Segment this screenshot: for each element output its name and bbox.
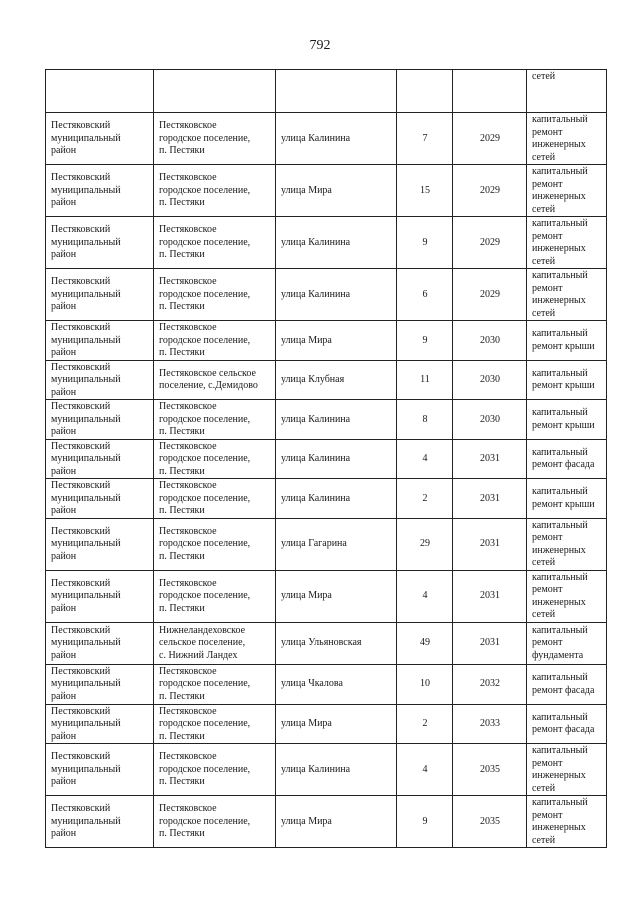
settlement-cell: [154, 570, 276, 622]
settlement-cell-line: Пестяковское: [159, 665, 217, 677]
street-cell: улица Калинина: [276, 744, 397, 796]
settlement-cell-line: городское поселение,: [159, 763, 251, 775]
work-type-cell-line: ремонт: [532, 757, 563, 769]
work-type-cell-line: ремонт: [532, 584, 563, 595]
work-type-cell-line: капитальный: [532, 672, 588, 683]
year-cell: 2031: [453, 439, 527, 479]
work-type-cell-line: капитальный: [532, 711, 588, 723]
table-row: [46, 664, 607, 704]
work-type-cell: [527, 518, 607, 570]
settlement-cell-line: п. Пестяки: [159, 465, 205, 477]
work-type-cell-line: фундамента: [532, 649, 584, 661]
house-number-cell: 29: [397, 518, 453, 570]
district-cell-line: Пестяковский: [51, 803, 111, 815]
district-cell-line: район: [51, 426, 77, 437]
settlement-cell-line: п. Пестяки: [159, 776, 205, 788]
settlement-cell-line: городское поселение,: [159, 413, 251, 425]
district-cell-line: район: [51, 602, 77, 614]
district-cell: [46, 217, 154, 269]
table-row: [46, 622, 607, 664]
work-type-cell: [527, 744, 607, 796]
settlement-cell-line: п. Пестяки: [159, 347, 205, 358]
district-cell-line: муниципальный: [51, 590, 121, 602]
work-type-cell-line: ремонт крыши: [532, 380, 595, 392]
work-type-cell-line: капитальный: [532, 446, 588, 458]
district-cell-line: Пестяковский: [51, 361, 111, 373]
district-cell-line: муниципальный: [51, 492, 121, 504]
district-cell-line: Пестяковский: [51, 276, 111, 288]
district-cell-line: район: [51, 386, 77, 398]
district-cell-line: Пестяковский: [51, 322, 111, 333]
settlement-cell-line: городское поселение,: [159, 236, 251, 248]
table-row: [46, 744, 607, 796]
district-cell-line: муниципальный: [51, 538, 121, 550]
work-type-cell: [527, 400, 607, 440]
district-cell-line: Пестяковский: [51, 525, 111, 537]
settlement-cell-line: п. Пестяки: [159, 249, 205, 261]
house-number-cell: 2: [397, 704, 453, 744]
settlement-cell-line: Пестяковское сельское: [159, 367, 256, 379]
settlement-cell-line: городское поселение,: [159, 718, 251, 729]
table-row: [46, 113, 607, 165]
work-type-cell: [527, 570, 607, 622]
settlement-cell-line: п. Пестяки: [159, 426, 205, 437]
table-row: [46, 570, 607, 622]
settlement-cell-line: Пестяковское: [159, 224, 217, 236]
district-cell: [46, 360, 154, 400]
work-type-cell-line: капитальный: [532, 624, 588, 636]
district-cell-line: муниципальный: [51, 413, 121, 425]
settlement-cell-line: Пестяковское: [159, 401, 217, 412]
street-cell: улица Мира: [276, 165, 397, 217]
house-number-cell: 8: [397, 400, 453, 440]
house-number-cell: 4: [397, 570, 453, 622]
settlement-cell-line: Пестяковское: [159, 480, 217, 491]
district-cell-line: район: [51, 828, 77, 840]
work-type-cell-line: инженерных: [532, 243, 586, 254]
table-row: [46, 479, 607, 519]
year-cell: 2032: [453, 664, 527, 704]
year-cell: 2030: [453, 321, 527, 361]
work-type-cell: [527, 113, 607, 165]
house-number-cell: 6: [397, 269, 453, 321]
work-type-cell-line: ремонт: [532, 809, 563, 821]
table-row: [46, 269, 607, 321]
settlement-cell-line: Нижнеландеховское: [159, 624, 246, 636]
work-type-cell-line: инженерных: [532, 544, 586, 556]
work-type-cell-line: сетей: [532, 307, 556, 319]
district-cell: [46, 165, 154, 217]
settlement-cell-line: городское поселение,: [159, 453, 251, 464]
work-type-cell: [527, 360, 607, 400]
work-type-cell-line: ремонт фасада: [532, 684, 595, 696]
settlement-cell-line: городское поселение,: [159, 132, 251, 144]
district-cell-line: муниципальный: [51, 334, 121, 346]
settlement-cell-line: п. Пестяки: [159, 550, 205, 562]
house-number-cell: 4: [397, 744, 453, 796]
work-type-cell-line: капитальный: [532, 407, 588, 419]
settlement-cell: [154, 744, 276, 796]
house-number-cell: 4: [397, 439, 453, 479]
work-type-cell-line: ремонт: [532, 532, 563, 543]
street-cell: улица Калинина: [276, 439, 397, 479]
table-body: [46, 70, 607, 848]
settlement-cell-line: городское поселение,: [159, 288, 251, 300]
district-cell: [46, 269, 154, 321]
district-cell-line: Пестяковский: [51, 224, 111, 236]
work-type-cell: [527, 321, 607, 361]
table-row: [46, 518, 607, 570]
settlement-cell: [154, 479, 276, 519]
house-number-cell: 15: [397, 165, 453, 217]
work-type-cell-line: ремонт крыши: [532, 340, 595, 352]
district-cell-line: район: [51, 465, 77, 477]
district-cell-line: район: [51, 505, 77, 516]
settlement-cell: [154, 217, 276, 269]
work-type-cell: [527, 664, 607, 704]
work-type-cell-line: капитальный: [532, 571, 588, 583]
work-type-cell-line: капитальный: [532, 270, 588, 281]
settlement-cell-line: Пестяковское: [159, 803, 217, 815]
district-cell-line: муниципальный: [51, 374, 121, 385]
work-type-cell-line: капитальный: [532, 166, 588, 177]
work-type-cell-line: капитальный: [532, 797, 588, 808]
work-type-cell-line: инженерных: [532, 822, 586, 833]
table-row: [46, 796, 607, 848]
year-cell: 2035: [453, 744, 527, 796]
year-cell: 2029: [453, 113, 527, 165]
district-cell: [46, 744, 154, 796]
work-type-cell-line: сетей: [532, 609, 556, 620]
house-number-cell: 11: [397, 360, 453, 400]
house-number-cell: 9: [397, 217, 453, 269]
settlement-cell-line: городское поселение,: [159, 334, 251, 346]
district-cell-line: район: [51, 550, 77, 562]
settlement-cell-line: Пестяковское: [159, 440, 217, 452]
work-type-cell-line: ремонт: [532, 230, 563, 242]
work-type-cell-line: сетей: [532, 782, 556, 794]
district-cell: [46, 439, 154, 479]
work-type-cell-line: инженерных: [532, 596, 586, 608]
settlement-cell: [154, 518, 276, 570]
year-cell: 2031: [453, 479, 527, 519]
street-cell: улица Калинина: [276, 400, 397, 440]
settlement-cell-line: п. Пестяки: [159, 197, 205, 209]
table-row: [46, 165, 607, 217]
work-type-cell-line: ремонт крыши: [532, 419, 595, 431]
settlement-cell: [154, 113, 276, 165]
year-cell: 2033: [453, 704, 527, 744]
work-type-cell: [527, 269, 607, 321]
work-type-cell: [527, 70, 607, 113]
settlement-cell-line: сельское поселение,: [159, 637, 246, 649]
street-cell: улица Мира: [276, 796, 397, 848]
house-number-cell: 9: [397, 796, 453, 848]
street-cell: улица Калинина: [276, 113, 397, 165]
settlement-cell-line: Пестяковское: [159, 705, 217, 717]
work-type-cell-line: капитальный: [532, 745, 588, 756]
settlement-cell-line: Пестяковское: [159, 577, 217, 589]
settlement-cell-line: Пестяковское: [159, 120, 217, 132]
street-cell: улица Гагарина: [276, 518, 397, 570]
district-cell: [46, 70, 154, 113]
settlement-cell-line: п. Пестяки: [159, 828, 205, 840]
settlement-cell: [154, 269, 276, 321]
district-cell: [46, 400, 154, 440]
street-cell: улица Мира: [276, 321, 397, 361]
work-type-cell-line: ремонт крыши: [532, 498, 595, 510]
street-cell: улица Мира: [276, 570, 397, 622]
district-cell-line: район: [51, 730, 77, 742]
settlement-cell-line: Пестяковское: [159, 751, 217, 763]
district-cell-line: район: [51, 301, 77, 313]
settlement-cell-line: с. Нижний Ландех: [159, 649, 238, 661]
district-cell-line: муниципальный: [51, 184, 121, 196]
settlement-cell-line: п. Пестяки: [159, 145, 205, 157]
work-type-cell: [527, 479, 607, 519]
year-cell: 2031: [453, 518, 527, 570]
settlement-cell-line: п. Пестяки: [159, 505, 205, 516]
settlement-cell-line: п. Пестяки: [159, 690, 205, 702]
district-cell-line: Пестяковский: [51, 120, 111, 132]
street-cell: улица Клубная: [276, 360, 397, 400]
work-type-cell-line: инженерных: [532, 191, 586, 202]
street-cell: улица Калинина: [276, 479, 397, 519]
district-cell: [46, 664, 154, 704]
district-cell-line: Пестяковский: [51, 751, 111, 763]
district-cell: [46, 479, 154, 519]
work-type-cell-line: ремонт фасада: [532, 724, 595, 736]
district-cell: [46, 113, 154, 165]
work-type-cell-line: капитальный: [532, 114, 588, 125]
work-type-cell-line: сетей: [532, 557, 556, 568]
district-cell-line: Пестяковский: [51, 172, 111, 184]
district-cell-line: Пестяковский: [51, 440, 111, 452]
house-number-cell: 2: [397, 479, 453, 519]
house-number-cell: [397, 70, 453, 113]
house-number-cell: 9: [397, 321, 453, 361]
settlement-cell: [154, 70, 276, 113]
settlement-cell-line: Пестяковское: [159, 276, 217, 288]
district-cell-line: район: [51, 145, 77, 157]
year-cell: [453, 70, 527, 113]
settlement-cell-line: п. Пестяки: [159, 301, 205, 313]
work-type-cell-line: капитальный: [532, 519, 588, 531]
district-cell-line: Пестяковский: [51, 624, 111, 636]
settlement-cell-line: п. Пестяки: [159, 602, 205, 614]
district-cell-line: муниципальный: [51, 132, 121, 144]
work-type-cell-line: ремонт: [532, 178, 563, 190]
district-cell-line: Пестяковский: [51, 705, 111, 717]
work-type-cell-line: сетей: [532, 71, 556, 82]
district-cell: [46, 518, 154, 570]
table-row: [46, 704, 607, 744]
work-type-cell-line: сетей: [532, 834, 556, 846]
settlement-cell-line: Пестяковское: [159, 172, 217, 184]
district-cell: [46, 321, 154, 361]
work-type-cell-line: инженерных: [532, 770, 586, 781]
page-number: 792: [309, 38, 331, 53]
table-row: [46, 70, 607, 113]
settlement-cell: [154, 165, 276, 217]
street-cell: улица Калинина: [276, 217, 397, 269]
settlement-cell-line: городское поселение,: [159, 815, 251, 827]
settlement-cell-line: городское поселение,: [159, 590, 251, 602]
district-cell-line: муниципальный: [51, 637, 121, 649]
work-type-cell-line: ремонт: [532, 126, 563, 138]
work-type-cell: [527, 796, 607, 848]
settlement-cell: [154, 439, 276, 479]
year-cell: 2029: [453, 217, 527, 269]
work-type-cell: [527, 704, 607, 744]
settlement-cell-line: Пестяковское: [159, 525, 217, 537]
table-row: [46, 400, 607, 440]
district-cell-line: район: [51, 197, 77, 209]
work-type-cell-line: сетей: [532, 203, 556, 215]
district-cell-line: Пестяковский: [51, 577, 111, 589]
district-cell-line: район: [51, 649, 77, 661]
table-row: [46, 217, 607, 269]
year-cell: 2031: [453, 622, 527, 664]
street-cell: улица Чкалова: [276, 664, 397, 704]
district-cell-line: район: [51, 347, 77, 358]
settlement-cell: [154, 321, 276, 361]
work-type-cell-line: ремонт: [532, 282, 563, 294]
year-cell: 2030: [453, 400, 527, 440]
work-type-cell-line: капитальный: [532, 328, 588, 340]
work-type-cell: [527, 217, 607, 269]
street-cell: улица Ульяновская: [276, 622, 397, 664]
work-type-cell-line: сетей: [532, 151, 556, 163]
street-cell: улица Мира: [276, 704, 397, 744]
table-row: [46, 360, 607, 400]
work-type-cell-line: капитальный: [532, 367, 588, 379]
table-row: [46, 321, 607, 361]
work-type-cell: [527, 439, 607, 479]
district-cell-line: район: [51, 776, 77, 788]
settlement-cell: [154, 664, 276, 704]
work-type-cell-line: капитальный: [532, 218, 588, 229]
year-cell: 2029: [453, 165, 527, 217]
district-cell-line: Пестяковский: [51, 401, 111, 412]
work-type-cell-line: ремонт фасада: [532, 459, 595, 471]
district-cell: [46, 622, 154, 664]
housing-repair-table: [45, 69, 607, 848]
settlement-cell-line: городское поселение,: [159, 678, 251, 690]
settlement-cell-line: поселение, с.Демидово: [159, 380, 258, 392]
year-cell: 2029: [453, 269, 527, 321]
district-cell-line: район: [51, 690, 77, 702]
work-type-cell-line: инженерных: [532, 139, 586, 150]
street-cell: [276, 70, 397, 113]
year-cell: 2035: [453, 796, 527, 848]
settlement-cell: [154, 360, 276, 400]
settlement-cell-line: Пестяковское: [159, 322, 217, 333]
work-type-cell: [527, 622, 607, 664]
district-cell-line: муниципальный: [51, 815, 121, 827]
district-cell: [46, 704, 154, 744]
settlement-cell: [154, 796, 276, 848]
district-cell-line: муниципальный: [51, 763, 121, 775]
district-cell-line: муниципальный: [51, 453, 121, 464]
street-cell: улица Калинина: [276, 269, 397, 321]
house-number-cell: 7: [397, 113, 453, 165]
work-type-cell: [527, 165, 607, 217]
house-number-cell: 49: [397, 622, 453, 664]
settlement-cell: [154, 400, 276, 440]
work-type-cell-line: ремонт: [532, 637, 563, 649]
work-type-cell-line: капитальный: [532, 486, 588, 498]
settlement-cell: [154, 704, 276, 744]
table-row: [46, 439, 607, 479]
settlement-cell-line: п. Пестяки: [159, 730, 205, 742]
district-cell-line: Пестяковский: [51, 665, 111, 677]
district-cell: [46, 796, 154, 848]
district-cell-line: муниципальный: [51, 288, 121, 300]
district-cell-line: район: [51, 249, 77, 261]
settlement-cell: [154, 622, 276, 664]
year-cell: 2030: [453, 360, 527, 400]
work-type-cell-line: сетей: [532, 255, 556, 267]
district-cell: [46, 570, 154, 622]
district-cell-line: муниципальный: [51, 236, 121, 248]
house-number-cell: 10: [397, 664, 453, 704]
district-cell-line: Пестяковский: [51, 480, 111, 491]
year-cell: 2031: [453, 570, 527, 622]
district-cell-line: муниципальный: [51, 678, 121, 690]
district-cell-line: муниципальный: [51, 718, 121, 729]
settlement-cell-line: городское поселение,: [159, 538, 251, 550]
settlement-cell-line: городское поселение,: [159, 184, 251, 196]
settlement-cell-line: городское поселение,: [159, 492, 251, 504]
work-type-cell-line: инженерных: [532, 295, 586, 306]
